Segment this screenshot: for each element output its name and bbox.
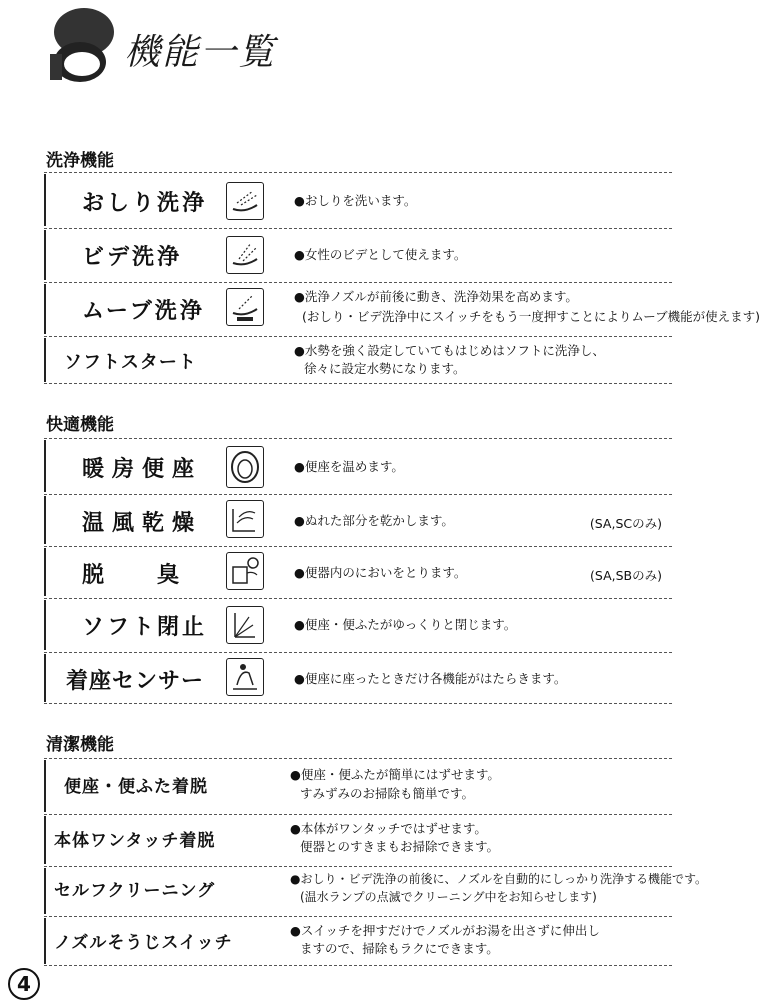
feature-row-heated-seat (44, 438, 672, 494)
feature-description-note: (おしり・ビデ洗浄中にスイッチをもう一度押すことによりムーブ機能が使えます) (302, 309, 760, 324)
page-header (44, 4, 344, 88)
feature-row-removable-seat (44, 758, 672, 814)
feature-row-nozzle-cleaning-switch (44, 916, 672, 966)
page-title: 機能一覧 (124, 32, 277, 73)
feature-row-rear-wash (44, 172, 672, 228)
soft-close-icon (226, 606, 264, 644)
model-note: (SA,SBのみ) (590, 568, 662, 583)
feature-description: ●便座を温めます。 (294, 459, 404, 474)
feature-row-self-cleaning (44, 866, 708, 916)
feature-description: ●便座に座ったときだけ各機能がはたらきます。 (294, 671, 567, 686)
rear-wash-icon (226, 182, 264, 220)
warm-air-dryer-icon (226, 500, 264, 538)
seat-sensor-icon (226, 658, 264, 696)
feature-label: セルフクリーニング (54, 881, 216, 901)
feature-row-move-wash (44, 282, 760, 336)
feature-label: ノズルそうじスイッチ (54, 933, 233, 953)
toilet-seat-logo-icon (44, 4, 124, 88)
feature-description: ●女性のビデとして使えます。 (294, 247, 467, 262)
feature-label: おしり洗浄 (82, 191, 208, 216)
section-title-cleanliness: 清潔機能 (46, 735, 114, 755)
feature-label: ビデ洗浄 (82, 245, 183, 270)
feature-label: ソフトスタート (64, 352, 197, 373)
feature-label: 本体ワンタッチ着脱 (54, 831, 216, 851)
feature-description: ●便器内のにおいをとります。 (294, 565, 467, 580)
model-note: (SA,SCのみ) (589, 516, 662, 531)
feature-description-line2: すみずみのお掃除も簡単です。 (300, 786, 475, 801)
feature-description: ●便座・便ふたが簡単にはずせます。 (290, 767, 500, 782)
feature-row-deodorizer (44, 546, 672, 598)
feature-description: ●本体がワンタッチではずせます。 (290, 821, 487, 836)
feature-description-line2: ますので、掃除もラクにできます。 (300, 941, 499, 956)
heated-seat-icon (226, 446, 264, 488)
feature-row-soft-close (44, 598, 672, 652)
section-title-washing: 洗浄機能 (46, 151, 114, 171)
feature-description: ●スイッチを押すだけでノズルがお湯を出さずに伸出し (290, 923, 600, 938)
feature-label: 着座センサー (66, 669, 205, 694)
deodorizer-icon (226, 552, 264, 590)
feature-row-soft-start (44, 336, 672, 384)
feature-description-line2: (温水ランプの点滅でクリーニング中をお知らせします) (300, 890, 597, 904)
feature-description-line2: 徐々に設定水勢になります。 (304, 361, 466, 376)
feature-description: ●便座・便ふたがゆっくりと閉じます。 (294, 617, 517, 632)
feature-row-warm-air-dryer (44, 494, 672, 546)
feature-label: ソフト閉止 (82, 615, 208, 640)
feature-row-seat-sensor (44, 652, 672, 704)
feature-description: ●おしりを洗います。 (294, 193, 417, 208)
feature-description: ●ぬれた部分を乾かします。 (294, 513, 454, 528)
feature-row-one-touch-removal (44, 814, 672, 866)
feature-label: ムーブ洗浄 (82, 299, 205, 324)
bidet-wash-icon (226, 236, 264, 274)
section-title-comfort: 快適機能 (46, 415, 114, 435)
feature-description: ●洗浄ノズルが前後に動き、洗浄効果を高めます。 (294, 289, 578, 304)
feature-label: 便座・便ふた着脱 (64, 777, 208, 797)
feature-label: 温風乾燥 (82, 511, 203, 536)
feature-label: 脱 臭 (82, 563, 183, 588)
move-wash-icon (226, 288, 264, 326)
feature-description: ●おしり・ビデ洗浄の前後に、ノズルを自動的にしっかり洗浄する機能です。 (290, 872, 708, 886)
page-number: 4 (8, 968, 40, 1000)
feature-description-line2: 便器とのすきまもお掃除できます。 (300, 839, 500, 854)
feature-description: ●水勢を強く設定していてもはじめはソフトに洗浄し、 (294, 343, 605, 358)
feature-label: 暖房便座 (82, 457, 203, 482)
feature-row-bidet-wash (44, 228, 672, 282)
